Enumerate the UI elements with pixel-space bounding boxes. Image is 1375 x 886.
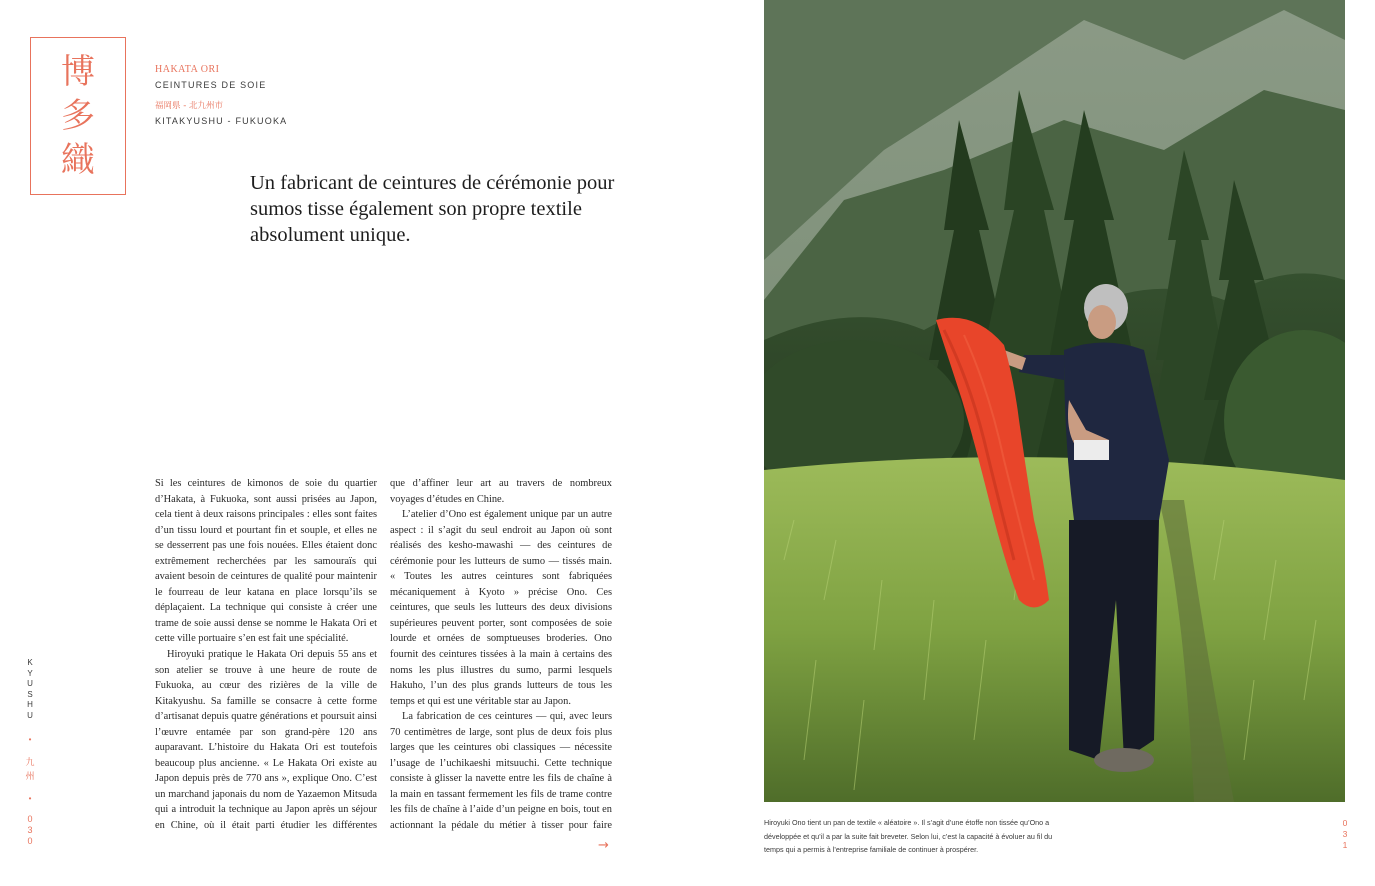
paragraph: que d’affiner leur art au travers de nombreux voyages d’études en Chine. — [390, 478, 612, 505]
article-headline: Un fabricant de ceintures de cérémonie pour sumos tisse également son propre textile absolument unique. — [250, 172, 615, 246]
separator-dot: • — [28, 793, 32, 803]
region-kanji: 九 州 — [25, 757, 35, 782]
paragraph: Hiroyuki pratique le Hakata Ori depuis 55 ans et son atelier se trouve à une heure de route de Fukuoka, au cœur des rizières de la ville de Kitakyushu. Sa famille se consacre à cette forme d’artisanat depuis quatre générations et poursuit ainsi l’œuvre entamée par son grand-père 120 ans auparavant. L’histoire du Hakata Ori est toutefois beaucoup plus ancienne. « Le Hakata Ori existe au Japon depuis près de 770 ans », explique Ono. C’est un marchand japonais du nom de Yazaemon Mitsuda qui a introduit la technique au Japon après un séjour en Chine, où il était parti étudier les différentes — [155, 649, 377, 832]
paragraph: Si les ceintures de kimonos de soie du quartier d’Hakata, à Fukuoka, sont aussi prisées au Japon, cela tient à deux raisons principales : elles sont faites d’un tissu lourd et pourtant fin et souple, et elles ne se desserrent pas une fois nouées. Elles étaient donc extrêmement recherchées par les samouraïs qui avaient besoin de ceintures de qualité pour maintenir le fourreau de leur katana en place lorsqu’ils se déplaçaient. La technique qui consiste à créer une trame de soie aussi dense se nomme le Hakata Ori et cette ville portuaire s’en est fait une spécialité. — [155, 478, 377, 645]
place-french: KITAKYUSHU - FUKUOKA — [155, 116, 288, 126]
next-arrow-icon: → — [598, 838, 609, 853]
paragraph: L’atelier d’Ono est également unique par un autre aspect : il s’agit du seul endroit au Japon où sont réalisés des kesho-mawashi — des ceintures de cérémonie pour les lutteurs de sumo — tissés main. « Toutes les autres ceintures sont fabriquées mécaniquement à Kyoto » précise Ono. Ces ceintures, que seuls les lutteurs des deux divisions supérieures peuvent porter, sont composées de soie lourde et ornées de somptueuses broderies. Ono fournit des ceintures tissées à la main à certains des noms les plus illustres du sumo, parmi lesquels Hakuho, l’un des plus grands lutteurs de tous les temps et qui est une véritable star au Japon. — [390, 509, 612, 707]
photo-illustration — [764, 0, 1345, 802]
vertical-folio-left — [24, 658, 36, 847]
region-label: K Y U S H U — [27, 658, 33, 720]
paragraph: La fabrication de ces ceintures — qui, avec leurs 70 centimètres de large, sont plus de deux fois plus larges que les ceintures obi classiques — nécessite l’usage de l’uchikaeshi mitsuuchi. Cette technique consiste à glisser la navette entre les fils de chaîne à la main en tassant fermement les fils de trame contre les fils de chaîne à l’aide d’un peigne en bois, tout en actionnant la pédale du métier à tisser pour faire — [390, 711, 612, 832]
place-japanese: 福岡県 - 北九州市 — [155, 101, 223, 111]
photo-caption: Hiroyuki Ono tient un pan de textile « aléatoire ». Il s’agit d’une étoffe non tissée qu’Ono a développée et qu’il a par la suite fait breveter. Selon lui, c’est la capacité à évoluer au fil du temps qui a permis à l’entreprise familiale de continuer à prospérer. — [764, 818, 1053, 855]
separator-dot: • — [28, 735, 32, 744]
kanji-title-box — [30, 37, 126, 195]
body-column-2 — [390, 476, 612, 836]
kanji-char-2: 多 — [61, 96, 95, 136]
page-number-right: 0 3 1 — [1342, 818, 1348, 850]
kanji-char-3: 織 — [61, 140, 95, 180]
craft-name: CEINTURES DE SOIE — [155, 80, 267, 90]
kanji-char-1: 博 — [61, 52, 95, 92]
page-number-left: 0 3 0 — [27, 814, 33, 846]
right-page — [688, 0, 1375, 886]
body-column-1 — [155, 476, 377, 836]
article-photo — [764, 0, 1345, 802]
craft-romaji: HAKATA ORI — [155, 64, 220, 75]
article-meta — [155, 64, 287, 128]
